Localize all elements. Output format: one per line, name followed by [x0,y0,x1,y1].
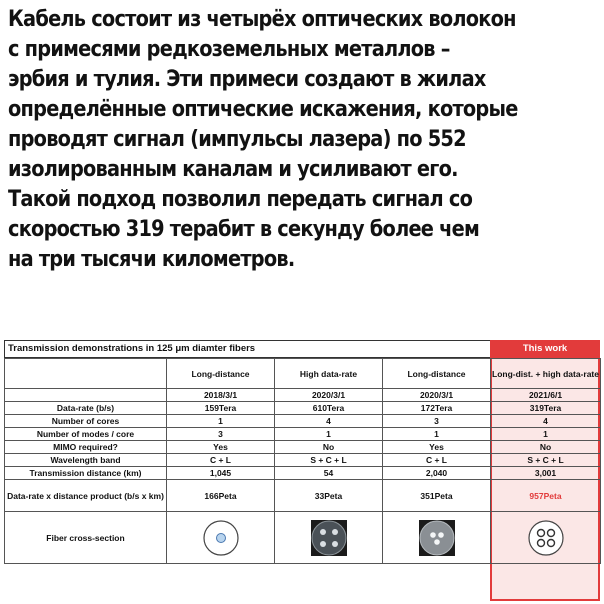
table-cell: 4 [491,415,601,428]
table-cell: S + C + L [491,454,601,467]
column-type: Long-distance [167,359,275,389]
table-cell: 319Tera [491,402,601,415]
table-cell: 3 [383,415,491,428]
table-cell-highlight: 957Peta [491,480,601,512]
table-cell: 1 [275,428,383,441]
table-cell: 1 [167,415,275,428]
column-date: 2018/3/1 [167,389,275,402]
headline-line: эрбия и тулия. Эти примеси создают в жилах [8,66,486,92]
table-cell: 610Tera [275,402,383,415]
fiber-cell [383,512,491,564]
empty-cell [5,359,167,389]
table-row [5,454,601,467]
transmission-table [4,358,601,564]
fiber-cell [167,512,275,564]
table-row [5,480,601,512]
headline-line: проводят сигнал (импульсы лазера) по 552 [8,126,466,152]
headline-line: на три тысячи километров. [8,246,295,272]
table-row [5,467,601,480]
row-label: Fiber cross-section [5,512,167,564]
table-row [5,441,601,454]
column-date: 2020/3/1 [383,389,491,402]
table-row [5,359,601,389]
table-cell: C + L [383,454,491,467]
row-label: Data-rate x distance product (b/s x km) [5,480,167,512]
table-caption: Transmission demonstrations in 125 μm diamter fibers [4,340,600,358]
headline-line: изолированным каналам и усиливают его. [8,156,458,182]
row-label: Number of modes / core [5,428,167,441]
table-cell: 1 [383,428,491,441]
column-type: High data-rate [275,359,383,389]
table-cell: C + L [167,454,275,467]
empty-cell [5,389,167,402]
table-cell: 4 [275,415,383,428]
headline-line: Такой подход позволил передать сигнал со [8,186,473,212]
table-cell: 3,001 [491,467,601,480]
table-cell: Yes [167,441,275,454]
table-cell: 54 [275,467,383,480]
table-cell: No [491,441,601,454]
table-cell: No [275,441,383,454]
table-cell: 3 [167,428,275,441]
three-core-fiber-icon [418,519,456,557]
row-label: MIMO required? [5,441,167,454]
table-cell: S + C + L [275,454,383,467]
column-date: 2020/3/1 [275,389,383,402]
table-cell: 33Peta [275,480,383,512]
headline-line: скоростью 319 терабит в секунду более чем [8,216,480,242]
row-label: Wavelength band [5,454,167,467]
transmission-table-figure [4,340,600,601]
row-label: Number of cores [5,415,167,428]
table-cell: 172Tera [383,402,491,415]
single-core-fiber-icon [202,519,240,557]
four-core-fiber-icon [310,519,348,557]
headline-line: Кабель состоит из четырёх оптических волокон [8,6,516,32]
table-row [5,512,601,564]
this-work-badge: This work [490,340,600,358]
table-row [5,389,601,402]
table-cell: 351Peta [383,480,491,512]
fiber-cell [491,512,601,564]
row-label: Data-rate (b/s) [5,402,167,415]
row-label: Transmission distance (km) [5,467,167,480]
column-type: Long-dist. + high data-rate [491,359,601,389]
headline-text [8,4,600,274]
table-cell: 166Peta [167,480,275,512]
table-cell: 1,045 [167,467,275,480]
table-row [5,415,601,428]
table-row [5,428,601,441]
table-cell: 159Tera [167,402,275,415]
column-date: 2021/6/1 [491,389,601,402]
table-cell: 1 [491,428,601,441]
table-cell: 2,040 [383,467,491,480]
table-cell: Yes [383,441,491,454]
column-type: Long-distance [383,359,491,389]
fiber-cell [275,512,383,564]
headline-line: определённые оптические искажения, которые [8,96,518,122]
four-core-fiber-icon [527,519,565,557]
headline-line: с примесями редкоземельных металлов – [8,36,450,62]
table-row [5,402,601,415]
